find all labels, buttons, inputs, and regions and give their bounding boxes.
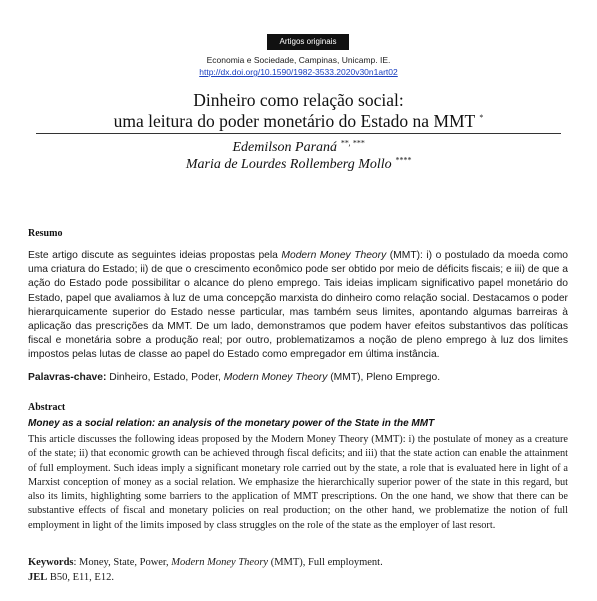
keywords-italic: Modern Money Theory xyxy=(171,557,269,568)
title-divider xyxy=(36,133,561,134)
resumo-heading: Resumo xyxy=(28,228,63,239)
keywords-b: (MMT), Full employment. xyxy=(268,557,383,568)
author-1-footnote-mark[interactable]: **, *** xyxy=(340,138,365,148)
palavras-chave xyxy=(28,372,440,383)
palavras-chave-label: Palavras-chave: xyxy=(28,372,107,383)
palavras-chave-italic: Modern Money Theory xyxy=(223,372,328,383)
keywords-label: Keywords xyxy=(28,557,74,568)
keywords-a: : Money, State, Power, xyxy=(73,557,172,568)
resumo-body xyxy=(28,249,568,363)
abstract-subtitle: Money as a social relation: an analysis of the monetary power of the State in the MMT xyxy=(28,418,435,429)
title-line-1: Dinheiro como relação social: xyxy=(193,90,404,110)
jel-value: B50, E11, E12. xyxy=(47,572,114,583)
section-badge: Artigos originais xyxy=(267,34,349,50)
author-1-name: Edemilson Paraná xyxy=(232,140,338,155)
resumo-text-italic: Modern Money Theory xyxy=(281,250,387,261)
author-2-footnote-mark[interactable]: **** xyxy=(395,155,412,165)
title-line-2: uma leitura do poder monetário do Estado na MMT xyxy=(113,111,475,131)
abstract-heading: Abstract xyxy=(28,402,66,413)
doi-link[interactable]: http://dx.doi.org/10.1590/1982-3533.2020v30n1art02 xyxy=(199,67,398,77)
article-title xyxy=(0,90,597,132)
resumo-text-b: (MMT): i) o postulado da moeda como uma criatura do Estado; ii) de que o crescimento econômico pode ser obtido por meio de déficits fiscais; e iii) de que a ação do Estado pode possibilitar o alcance do pleno emprego. Tais ideias implicam significativo papel monetário do Estado, papel que avaliamos à luz de uma concepção marxista do dinheiro como relação social. Destacamos o poder hierarquicamente superior do Estado nesse particular, mas também seus limites, apontando algumas barreiras à aplicação das prescrições da MMT. De um lado, demonstramos que podem haver efeitos substantivos das políticas fiscal e monetária sobre a produção real; por outro, problematizamos a noção de pleno emprego à luz dos limites impostos pelas lutas de classe ao papel do Estado como empregador em última instância. xyxy=(28,250,569,361)
title-footnote-mark[interactable]: * xyxy=(479,113,484,123)
journal-name: Economia e Sociedade, Campinas, Unicamp. IE. xyxy=(206,55,391,65)
abstract-body: This article discusses the following ideas proposed by the Modern Money Theory (MMT): i) the postulate of money as a creature of the state; ii) that economic growth can be achieved through fiscal deficits; and iii) that the state action can enable the attainment of full employment. Such ideas imply a significant monetary role carried out by the state, a role that is evaluated here in light of a Marxist conception of money as a social relation. We emphasize the hierarchically superior power of the state in this regard, but also its limits, highlighting some barriers to the application of MMT prescriptions. On the one hand, we show that there can be substantive effects of fiscal and monetary policies on real production; on the other hand, we problematize the notion of full employment in light of the limits imposed by class struggles on the role of the state as the employer of last resort. xyxy=(28,434,568,531)
jel-label: JEL xyxy=(28,572,48,583)
keywords xyxy=(28,557,383,568)
palavras-chave-a: Dinheiro, Estado, Poder, xyxy=(106,372,224,383)
authors xyxy=(0,139,597,173)
jel-codes xyxy=(28,572,114,583)
resumo-text-a: Este artigo discute as seguintes ideias propostas pela xyxy=(28,250,282,261)
journal-info xyxy=(0,54,597,78)
palavras-chave-b: (MMT), Pleno Emprego. xyxy=(327,372,441,383)
author-2-name: Maria de Lourdes Rollemberg Mollo xyxy=(185,157,392,172)
